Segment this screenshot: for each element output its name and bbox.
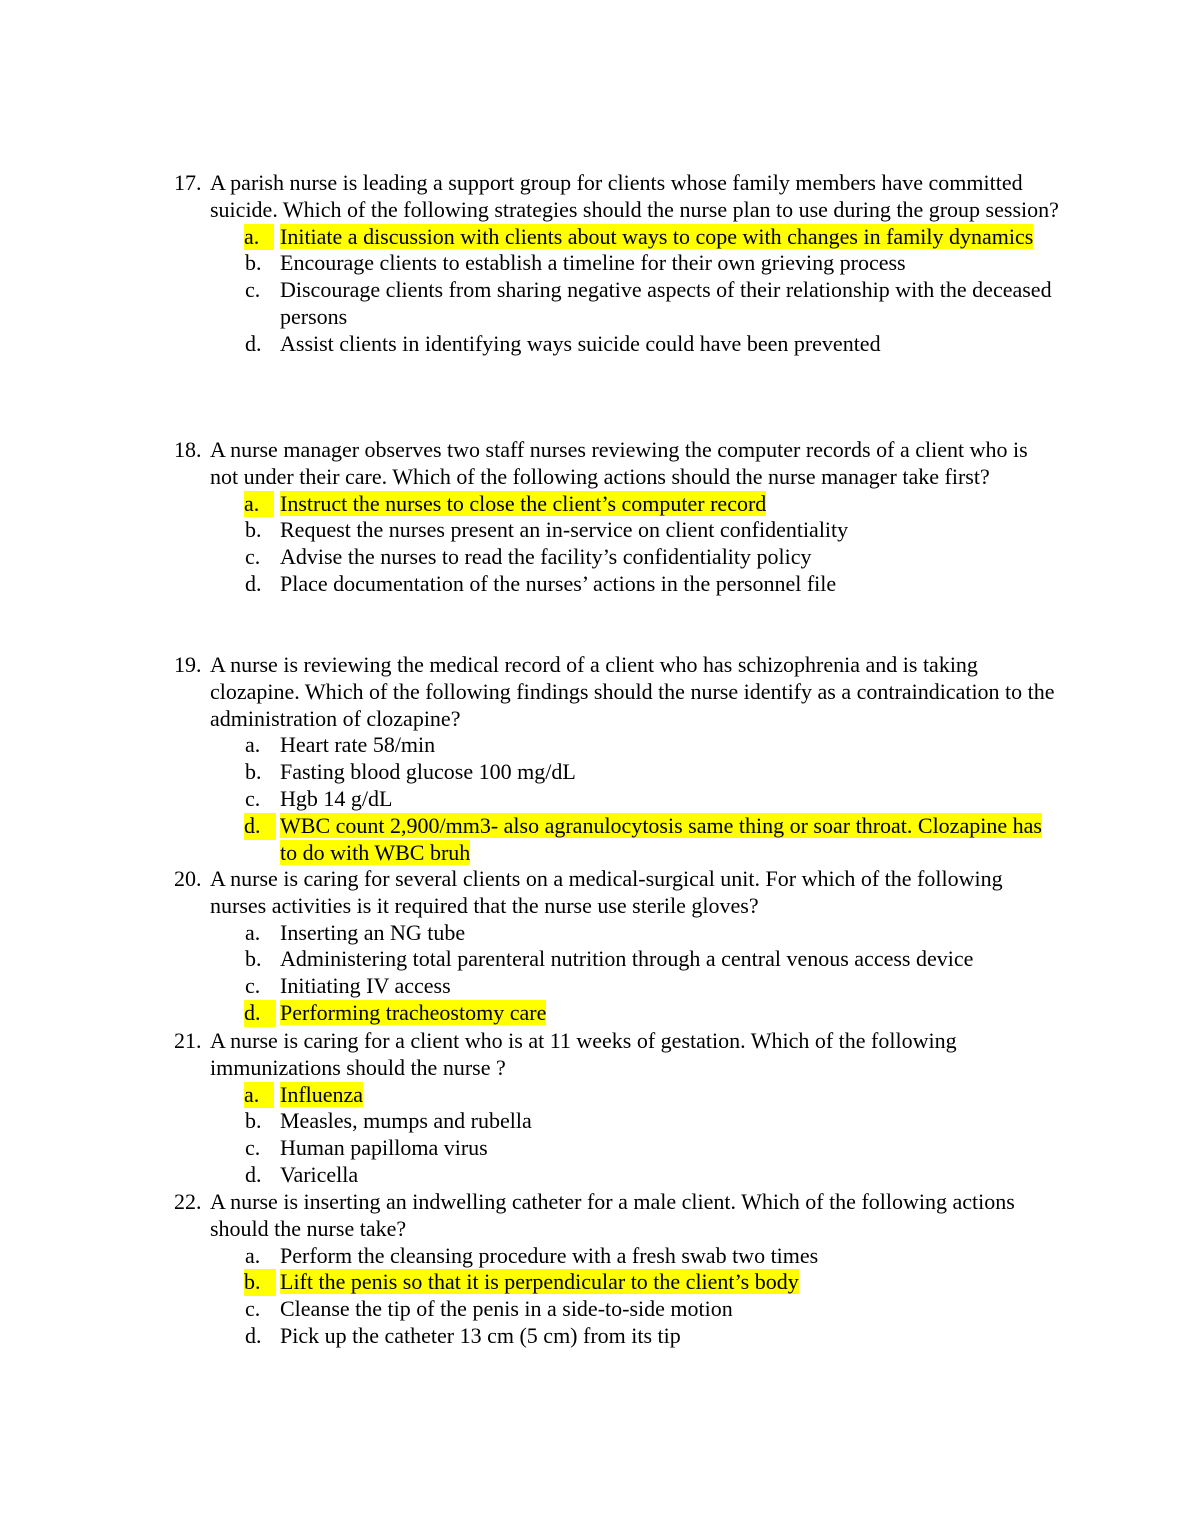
option-letter: a. — [245, 919, 261, 945]
answer-option-highlighted — [0, 813, 1060, 867]
question-22 — [0, 1189, 1060, 1350]
question-19 — [0, 652, 1060, 866]
answer-option — [0, 973, 1060, 1000]
option-letter: c. — [245, 544, 261, 570]
option-letter: a. — [244, 224, 274, 251]
option-text: Encourage clients to establish a timeline for their own grieving process — [280, 250, 906, 276]
option-letter: b. — [245, 250, 262, 276]
question-18 — [0, 437, 1060, 598]
option-text: Influenza — [280, 1081, 364, 1107]
question-number: 19. — [174, 652, 202, 677]
question-stem — [0, 652, 1060, 732]
option-text: Instruct the nurses to close the client’s computer record — [280, 490, 767, 516]
answer-option-highlighted — [0, 1269, 1060, 1296]
question-stem — [0, 866, 1060, 920]
option-letter: d. — [244, 1000, 276, 1027]
option-text: Human papilloma virus — [280, 1135, 488, 1161]
option-text: Inserting an NG tube — [280, 919, 466, 945]
answer-option-highlighted — [0, 224, 1060, 251]
question-17 — [0, 170, 1060, 358]
answer-option-highlighted — [0, 1082, 1060, 1109]
option-text: Hgb 14 g/dL — [280, 785, 393, 811]
option-letter: c. — [245, 785, 261, 811]
question-number: 20. — [174, 866, 202, 891]
answer-option — [0, 786, 1060, 813]
answer-option — [0, 250, 1060, 277]
option-letter: d. — [245, 1161, 262, 1187]
option-letter: d. — [244, 813, 276, 840]
option-letter: d. — [245, 570, 262, 596]
question-stem — [0, 1028, 1060, 1082]
option-letter: a. — [244, 491, 274, 518]
option-letter: b. — [245, 1108, 262, 1134]
option-text: Heart rate 58/min — [280, 732, 436, 758]
answer-option — [0, 759, 1060, 786]
answer-option — [0, 946, 1060, 973]
question-number: 18. — [174, 437, 202, 462]
option-text: Initiating IV access — [280, 973, 451, 999]
answer-option — [0, 1108, 1060, 1135]
option-text: Lift the penis so that it is perpendicular to the client’s body — [280, 1269, 799, 1295]
option-letter: a. — [244, 1082, 274, 1109]
answer-option — [0, 1243, 1060, 1270]
answer-option — [0, 1296, 1060, 1323]
option-text: Fasting blood glucose 100 mg/dL — [280, 759, 576, 785]
option-letter: d. — [245, 1322, 262, 1348]
option-letter: b. — [245, 946, 262, 972]
answer-option-highlighted — [0, 491, 1060, 518]
answer-option — [0, 732, 1060, 759]
option-letter: b. — [244, 1269, 276, 1296]
option-text: Initiate a discussion with clients about ways to cope with changes in family dynamics — [280, 223, 1034, 249]
option-letter: b. — [245, 517, 262, 543]
answer-option-highlighted — [0, 1000, 1060, 1027]
question-number: 21. — [174, 1028, 202, 1053]
answer-option — [0, 277, 1060, 331]
answer-option — [0, 1323, 1060, 1350]
answer-option — [0, 517, 1060, 544]
answer-option — [0, 544, 1060, 571]
option-text: Measles, mumps and rubella — [280, 1108, 532, 1134]
option-letter: c. — [245, 277, 261, 303]
option-text: WBC count 2,900/mm3- also agranulocytosis same thing or soar throat. Clozapine has to do with WBC bruh — [280, 812, 1042, 865]
option-letter: a. — [245, 1242, 261, 1268]
answer-option — [0, 1162, 1060, 1189]
question-text: A nurse is caring for a client who is at 11 weeks of gestation. Which of the following immunizations should the nurse ? — [210, 1028, 957, 1080]
question-text: A nurse is reviewing the medical record of a client who has schizophrenia and is taking clozapine. Which of the following findings should the nurse identify as a contraindication to the administration of clozapine? — [210, 652, 1055, 731]
option-letter: b. — [245, 759, 262, 785]
question-number: 17. — [174, 170, 202, 195]
answer-option — [0, 920, 1060, 947]
option-letter: c. — [245, 973, 261, 999]
option-text: Cleanse the tip of the penis in a side-to-side motion — [280, 1296, 733, 1322]
answer-option — [0, 571, 1060, 598]
question-text: A nurse is caring for several clients on a medical-surgical unit. For which of the following nurses activities is it required that the nurse use sterile gloves? — [210, 866, 1003, 918]
option-text: Assist clients in identifying ways suicide could have been prevented — [280, 330, 881, 356]
question-text: A nurse is inserting an indwelling catheter for a male client. Which of the following actions should the nurse take? — [210, 1189, 1015, 1241]
option-letter: a. — [245, 732, 261, 758]
question-stem — [0, 437, 1060, 491]
option-text: Perform the cleansing procedure with a fresh swab two times — [280, 1242, 819, 1268]
question-stem — [0, 1189, 1060, 1243]
option-letter: d. — [245, 330, 262, 356]
question-20 — [0, 866, 1060, 1027]
answer-option — [0, 331, 1060, 358]
answer-option — [0, 1135, 1060, 1162]
option-text: Pick up the catheter 13 cm (5 cm) from its tip — [280, 1322, 681, 1348]
option-text: Request the nurses present an in-service on client confidentiality — [280, 517, 849, 543]
question-stem — [0, 170, 1060, 224]
question-21 — [0, 1028, 1060, 1189]
option-text: Administering total parenteral nutrition through a central venous access device — [280, 946, 974, 972]
question-number: 22. — [174, 1189, 202, 1214]
option-text: Advise the nurses to read the facility’s confidentiality policy — [280, 544, 812, 570]
option-text: Discourage clients from sharing negative aspects of their relationship with the deceased persons — [280, 277, 1052, 329]
option-text: Performing tracheostomy care — [280, 999, 547, 1025]
option-text: Place documentation of the nurses’ actions in the personnel file — [280, 570, 837, 596]
option-letter: c. — [245, 1296, 261, 1322]
option-text: Varicella — [280, 1161, 359, 1187]
question-text: A parish nurse is leading a support group for clients whose family members have committed suicide. Which of the following strategies should the nurse plan to use during the group session? — [210, 170, 1059, 222]
question-text: A nurse manager observes two staff nurses reviewing the computer records of a client who is not under their care. Which of the following actions should the nurse manager take first? — [210, 437, 1028, 489]
option-letter: c. — [245, 1135, 261, 1161]
